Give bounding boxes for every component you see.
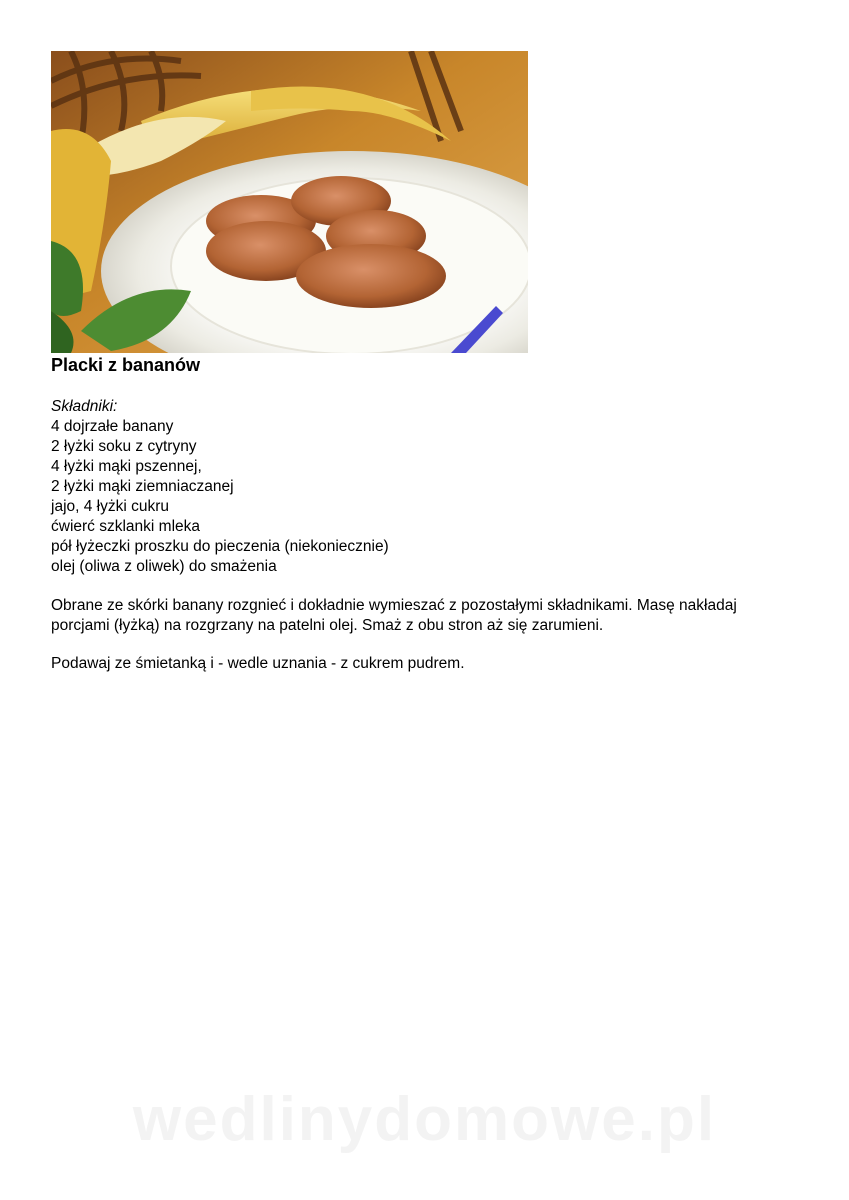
recipe-photo bbox=[51, 51, 528, 353]
ingredients-list bbox=[51, 397, 389, 577]
ingredient-item: pół łyżeczki proszku do pieczenia (niekoniecznie) bbox=[51, 538, 389, 555]
serving-paragraph: Podawaj ze śmietanką i - wedle uznania - z cukrem pudrem. bbox=[51, 655, 465, 672]
watermark: wedlinydomowe.pl bbox=[132, 1085, 717, 1154]
ingredient-item: ćwierć szklanki mleka bbox=[51, 518, 201, 535]
ingredient-item: 2 łyżki soku z cytryny bbox=[51, 438, 197, 455]
method-paragraph: Obrane ze skórki banany rozgnieć i dokładnie wymieszać z pozostałymi składnikami. Masę nakładaj porcjami (łyżką) na rozgrzany na patelni olej. Smaż z obu stron aż się zarumieni. bbox=[51, 597, 737, 634]
ingredient-item: 4 łyżki mąki pszennej, bbox=[51, 458, 202, 475]
ingredient-item: jajo, 4 łyżki cukru bbox=[51, 498, 170, 515]
recipe-title: Placki z bananów bbox=[51, 355, 201, 375]
ingredient-item: 2 łyżki mąki ziemniaczanej bbox=[51, 478, 234, 495]
ingredient-item: olej (oliwa z oliwek) do smażenia bbox=[51, 558, 277, 575]
ingredient-item: 4 dojrzałe banany bbox=[51, 418, 174, 435]
ingredients-label: Składniki: bbox=[51, 398, 118, 415]
